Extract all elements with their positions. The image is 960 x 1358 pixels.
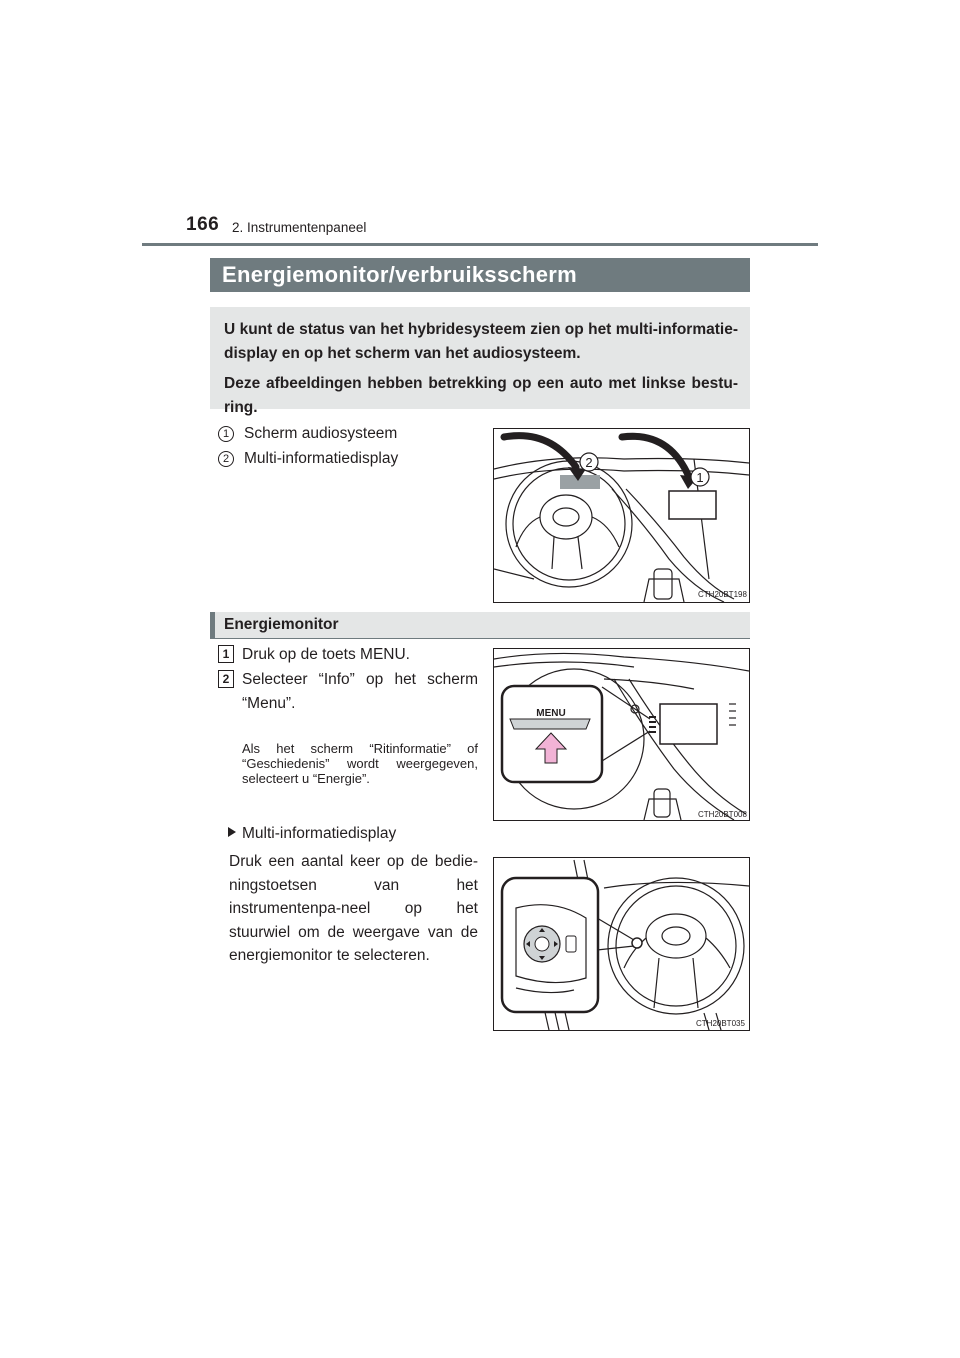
bullet-label: Multi-informatiedisplay xyxy=(242,825,397,842)
figure-code: CTH20BT008 xyxy=(698,810,747,819)
bullet-item xyxy=(228,824,396,844)
intro-box xyxy=(210,307,750,416)
legend-item-1 xyxy=(218,423,397,445)
callout-1-label: 1 xyxy=(696,470,704,485)
figure-steering-switches xyxy=(493,857,750,1031)
step-number-2: 2 xyxy=(218,670,234,688)
subheading-divider xyxy=(210,638,750,639)
menu-button xyxy=(510,719,590,729)
legend-label: Multi-informatiedisplay xyxy=(244,450,399,467)
legend-item-2 xyxy=(218,448,398,470)
audio-screen xyxy=(669,491,716,519)
figure-cockpit-overview xyxy=(493,428,750,603)
figure-code: CTH20BT035 xyxy=(696,1019,745,1028)
page-number: 166 xyxy=(186,214,220,235)
triangle-bullet-icon xyxy=(228,827,236,837)
figure-code: CTH20BT198 xyxy=(698,590,747,599)
step-text-1: Druk op de toets MENU. xyxy=(242,646,410,663)
switch-location-marker xyxy=(632,938,642,948)
steering-switch-illustration xyxy=(494,858,749,1030)
page-title: Energiemonitor/verbruiksscherm xyxy=(210,258,750,292)
legend-number: 1 xyxy=(218,426,234,442)
arrow-2 xyxy=(504,436,576,467)
legend-label: Scherm audiosysteem xyxy=(244,425,398,442)
menu-button-label: MENU xyxy=(536,708,566,719)
subheading: Energiemonitor xyxy=(210,612,750,638)
cockpit-illustration xyxy=(494,429,749,602)
callout-2-label: 2 xyxy=(585,455,593,470)
intro-paragraph-2: Deze afbeeldingen hebben betrekking op een auto met linkse bestu-ring. xyxy=(224,375,738,416)
body-paragraph: Druk een aantal keer op de bedie-ningstoetsen van het instrumentenpa-neel op het stuurwiel om de weergave van de energiemonitor te selecteren. xyxy=(229,853,478,964)
section-title: 2. Instrumentenpaneel xyxy=(232,220,367,235)
figure-menu-button xyxy=(493,648,750,821)
step-text-2: Selecteer “Info” op het scherm “Menu”. xyxy=(242,671,478,712)
menu-button-illustration xyxy=(494,649,749,820)
intro-paragraph-1: U kunt de status van het hybridesysteem zien op het multi-informatie-display en op het scherm van het audiosysteem. xyxy=(224,321,738,362)
legend-number: 2 xyxy=(218,451,234,467)
step-note: Als het scherm “Ritinformatie” of “Geschiedenis” wordt weergegeven, selecteert u “Energie”. xyxy=(242,741,478,786)
header-divider xyxy=(142,243,818,246)
audio-screen xyxy=(660,704,717,744)
step-number-1: 1 xyxy=(218,645,234,663)
